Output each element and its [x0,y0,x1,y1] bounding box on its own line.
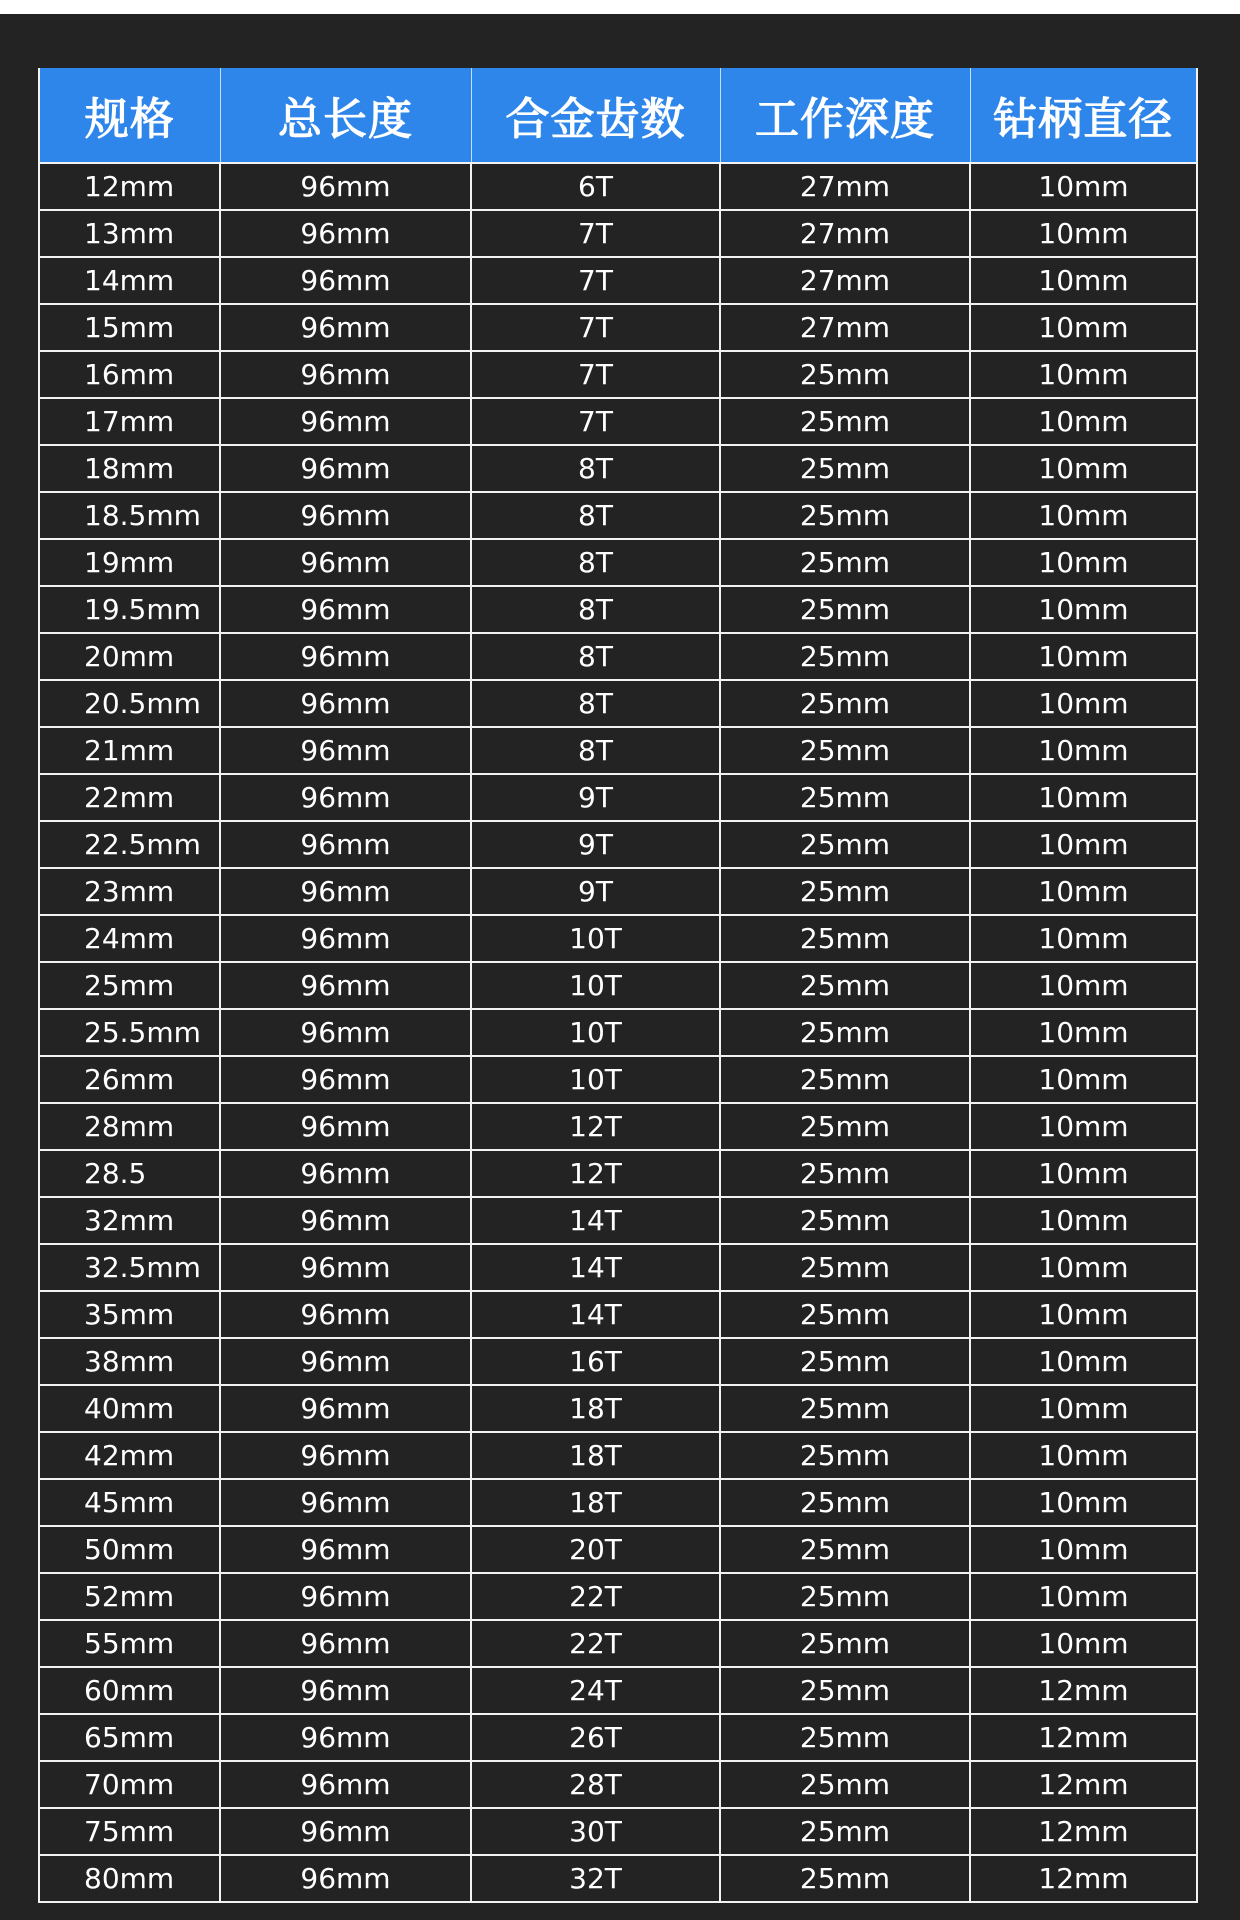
cell-shank-diameter: 10mm [970,1479,1197,1526]
cell-total-length: 96mm [220,680,471,727]
cell-total-length: 96mm [220,586,471,633]
cell-working-depth: 25mm [720,1526,970,1573]
cell-working-depth: 25mm [720,962,970,1009]
table-row [39,492,1197,539]
cell-spec: 25.5mm [39,1009,220,1056]
cell-shank-diameter: 10mm [970,1526,1197,1573]
cell-working-depth: 25mm [720,1808,970,1855]
cell-alloy-teeth: 9T [471,821,720,868]
table-row [39,774,1197,821]
cell-working-depth: 25mm [720,868,970,915]
cell-shank-diameter: 10mm [970,586,1197,633]
cell-working-depth: 25mm [720,539,970,586]
cell-spec: 20mm [39,633,220,680]
cell-alloy-teeth: 10T [471,1056,720,1103]
table-row [39,1338,1197,1385]
cell-spec: 60mm [39,1667,220,1714]
cell-spec: 17mm [39,398,220,445]
top-strip [0,0,1240,14]
cell-total-length: 96mm [220,821,471,868]
cell-alloy-teeth: 8T [471,445,720,492]
cell-spec: 21mm [39,727,220,774]
cell-total-length: 96mm [220,1338,471,1385]
cell-working-depth: 25mm [720,1056,970,1103]
cell-spec: 38mm [39,1338,220,1385]
cell-spec: 15mm [39,304,220,351]
cell-total-length: 96mm [220,915,471,962]
cell-alloy-teeth: 8T [471,633,720,680]
table-row [39,351,1197,398]
cell-spec: 19.5mm [39,586,220,633]
cell-total-length: 96mm [220,1244,471,1291]
cell-alloy-teeth: 16T [471,1338,720,1385]
cell-alloy-teeth: 14T [471,1197,720,1244]
spec-page [0,14,1240,1920]
table-row [39,1009,1197,1056]
cell-spec: 24mm [39,915,220,962]
table-header-row [39,68,1197,163]
table-row [39,398,1197,445]
cell-working-depth: 25mm [720,445,970,492]
cell-shank-diameter: 10mm [970,1244,1197,1291]
cell-alloy-teeth: 18T [471,1385,720,1432]
cell-spec: 25mm [39,962,220,1009]
cell-spec: 28.5 [39,1150,220,1197]
cell-shank-diameter: 10mm [970,633,1197,680]
cell-shank-diameter: 10mm [970,1197,1197,1244]
cell-total-length: 96mm [220,1855,471,1902]
cell-spec: 12mm [39,163,220,210]
table-row [39,1761,1197,1808]
cell-spec: 70mm [39,1761,220,1808]
cell-shank-diameter: 10mm [970,1056,1197,1103]
cell-spec: 80mm [39,1855,220,1902]
header-total-length: 总长度 [220,68,471,163]
cell-spec: 16mm [39,351,220,398]
cell-shank-diameter: 10mm [970,445,1197,492]
cell-total-length: 96mm [220,1761,471,1808]
cell-alloy-teeth: 8T [471,586,720,633]
cell-shank-diameter: 10mm [970,962,1197,1009]
cell-alloy-teeth: 8T [471,680,720,727]
cell-shank-diameter: 10mm [970,1009,1197,1056]
cell-total-length: 96mm [220,1103,471,1150]
cell-shank-diameter: 10mm [970,257,1197,304]
cell-alloy-teeth: 6T [471,163,720,210]
cell-spec: 14mm [39,257,220,304]
cell-alloy-teeth: 12T [471,1150,720,1197]
cell-shank-diameter: 10mm [970,492,1197,539]
cell-shank-diameter: 10mm [970,1385,1197,1432]
cell-total-length: 96mm [220,351,471,398]
header-working-depth: 工作深度 [720,68,970,163]
cell-working-depth: 25mm [720,915,970,962]
cell-spec: 50mm [39,1526,220,1573]
cell-alloy-teeth: 18T [471,1479,720,1526]
cell-total-length: 96mm [220,492,471,539]
cell-total-length: 96mm [220,1526,471,1573]
table-row [39,821,1197,868]
table-row [39,1103,1197,1150]
cell-alloy-teeth: 26T [471,1714,720,1761]
table-row [39,1573,1197,1620]
cell-working-depth: 25mm [720,586,970,633]
table-row [39,1479,1197,1526]
cell-total-length: 96mm [220,539,471,586]
header-shank-diameter: 钻柄直径 [970,68,1197,163]
cell-total-length: 96mm [220,1808,471,1855]
cell-total-length: 96mm [220,1714,471,1761]
cell-alloy-teeth: 7T [471,304,720,351]
cell-alloy-teeth: 9T [471,868,720,915]
cell-working-depth: 25mm [720,1620,970,1667]
cell-shank-diameter: 10mm [970,727,1197,774]
table-row [39,962,1197,1009]
cell-shank-diameter: 10mm [970,304,1197,351]
cell-alloy-teeth: 7T [471,398,720,445]
cell-spec: 32.5mm [39,1244,220,1291]
cell-working-depth: 25mm [720,1667,970,1714]
cell-alloy-teeth: 8T [471,539,720,586]
table-row [39,1808,1197,1855]
cell-alloy-teeth: 7T [471,351,720,398]
table-row [39,633,1197,680]
cell-spec: 20.5mm [39,680,220,727]
cell-total-length: 96mm [220,1197,471,1244]
cell-working-depth: 25mm [720,1338,970,1385]
cell-shank-diameter: 10mm [970,1338,1197,1385]
cell-total-length: 96mm [220,445,471,492]
cell-working-depth: 25mm [720,1855,970,1902]
table-row [39,1526,1197,1573]
cell-alloy-teeth: 10T [471,1009,720,1056]
cell-shank-diameter: 10mm [970,821,1197,868]
header-alloy-teeth: 合金齿数 [471,68,720,163]
table-row [39,539,1197,586]
table-row [39,586,1197,633]
cell-working-depth: 25mm [720,680,970,727]
cell-working-depth: 25mm [720,398,970,445]
spec-table [38,68,1198,1903]
cell-spec: 35mm [39,1291,220,1338]
cell-spec: 52mm [39,1573,220,1620]
cell-total-length: 96mm [220,210,471,257]
cell-total-length: 96mm [220,1150,471,1197]
cell-working-depth: 25mm [720,727,970,774]
cell-working-depth: 25mm [720,1103,970,1150]
cell-spec: 45mm [39,1479,220,1526]
cell-total-length: 96mm [220,398,471,445]
cell-total-length: 96mm [220,1291,471,1338]
cell-working-depth: 27mm [720,257,970,304]
cell-spec: 26mm [39,1056,220,1103]
cell-shank-diameter: 12mm [970,1855,1197,1902]
cell-total-length: 96mm [220,1573,471,1620]
header-spec: 规格 [39,68,220,163]
cell-spec: 65mm [39,1714,220,1761]
table-row [39,915,1197,962]
cell-alloy-teeth: 18T [471,1432,720,1479]
cell-working-depth: 25mm [720,774,970,821]
cell-spec: 28mm [39,1103,220,1150]
cell-working-depth: 25mm [720,821,970,868]
cell-alloy-teeth: 24T [471,1667,720,1714]
cell-total-length: 96mm [220,868,471,915]
cell-working-depth: 25mm [720,1009,970,1056]
cell-shank-diameter: 10mm [970,1150,1197,1197]
table-row [39,1197,1197,1244]
cell-alloy-teeth: 22T [471,1573,720,1620]
cell-working-depth: 25mm [720,1573,970,1620]
cell-total-length: 96mm [220,163,471,210]
cell-alloy-teeth: 8T [471,492,720,539]
cell-alloy-teeth: 32T [471,1855,720,1902]
cell-alloy-teeth: 9T [471,774,720,821]
table-row [39,163,1197,210]
cell-total-length: 96mm [220,1056,471,1103]
cell-total-length: 96mm [220,1479,471,1526]
cell-spec: 75mm [39,1808,220,1855]
cell-spec: 18mm [39,445,220,492]
table-row [39,1432,1197,1479]
cell-alloy-teeth: 28T [471,1761,720,1808]
cell-total-length: 96mm [220,1009,471,1056]
cell-total-length: 96mm [220,1667,471,1714]
table-row [39,1056,1197,1103]
cell-alloy-teeth: 20T [471,1526,720,1573]
cell-alloy-teeth: 8T [471,727,720,774]
cell-spec: 55mm [39,1620,220,1667]
cell-spec: 32mm [39,1197,220,1244]
cell-shank-diameter: 10mm [970,1103,1197,1150]
cell-shank-diameter: 10mm [970,163,1197,210]
cell-shank-diameter: 10mm [970,868,1197,915]
table-row [39,1150,1197,1197]
table-row [39,1385,1197,1432]
cell-shank-diameter: 10mm [970,774,1197,821]
cell-total-length: 96mm [220,304,471,351]
cell-working-depth: 25mm [720,633,970,680]
cell-working-depth: 25mm [720,1150,970,1197]
table-row [39,257,1197,304]
cell-spec: 18.5mm [39,492,220,539]
cell-alloy-teeth: 10T [471,962,720,1009]
cell-alloy-teeth: 22T [471,1620,720,1667]
table-row [39,210,1197,257]
cell-working-depth: 25mm [720,492,970,539]
table-row [39,1667,1197,1714]
cell-working-depth: 25mm [720,351,970,398]
cell-shank-diameter: 10mm [970,1573,1197,1620]
cell-shank-diameter: 10mm [970,398,1197,445]
cell-working-depth: 25mm [720,1291,970,1338]
cell-shank-diameter: 10mm [970,915,1197,962]
table-row [39,1291,1197,1338]
cell-working-depth: 27mm [720,163,970,210]
cell-total-length: 96mm [220,727,471,774]
cell-spec: 22.5mm [39,821,220,868]
cell-shank-diameter: 12mm [970,1667,1197,1714]
cell-spec: 40mm [39,1385,220,1432]
table-row [39,868,1197,915]
cell-alloy-teeth: 10T [471,915,720,962]
cell-alloy-teeth: 12T [471,1103,720,1150]
table-row [39,727,1197,774]
table-row [39,1855,1197,1902]
table-body [39,163,1197,1902]
table-row [39,1620,1197,1667]
table-row [39,304,1197,351]
cell-working-depth: 27mm [720,304,970,351]
cell-spec: 23mm [39,868,220,915]
cell-shank-diameter: 12mm [970,1714,1197,1761]
cell-spec: 13mm [39,210,220,257]
cell-total-length: 96mm [220,1620,471,1667]
cell-spec: 19mm [39,539,220,586]
cell-total-length: 96mm [220,962,471,1009]
cell-shank-diameter: 10mm [970,1432,1197,1479]
table-row [39,680,1197,727]
cell-working-depth: 25mm [720,1714,970,1761]
cell-working-depth: 25mm [720,1197,970,1244]
cell-shank-diameter: 10mm [970,680,1197,727]
cell-total-length: 96mm [220,774,471,821]
cell-shank-diameter: 10mm [970,210,1197,257]
cell-shank-diameter: 10mm [970,1291,1197,1338]
cell-total-length: 96mm [220,1385,471,1432]
cell-total-length: 96mm [220,257,471,304]
cell-working-depth: 27mm [720,210,970,257]
cell-working-depth: 25mm [720,1479,970,1526]
cell-working-depth: 25mm [720,1244,970,1291]
table-row [39,1714,1197,1761]
cell-shank-diameter: 10mm [970,1620,1197,1667]
cell-working-depth: 25mm [720,1385,970,1432]
cell-spec: 22mm [39,774,220,821]
cell-alloy-teeth: 14T [471,1291,720,1338]
cell-working-depth: 25mm [720,1761,970,1808]
cell-shank-diameter: 10mm [970,539,1197,586]
cell-shank-diameter: 12mm [970,1761,1197,1808]
cell-total-length: 96mm [220,1432,471,1479]
cell-spec: 42mm [39,1432,220,1479]
table-row [39,445,1197,492]
cell-alloy-teeth: 7T [471,210,720,257]
cell-alloy-teeth: 30T [471,1808,720,1855]
table-row [39,1244,1197,1291]
cell-alloy-teeth: 7T [471,257,720,304]
cell-working-depth: 25mm [720,1432,970,1479]
cell-total-length: 96mm [220,633,471,680]
cell-shank-diameter: 10mm [970,351,1197,398]
cell-alloy-teeth: 14T [471,1244,720,1291]
cell-shank-diameter: 12mm [970,1808,1197,1855]
